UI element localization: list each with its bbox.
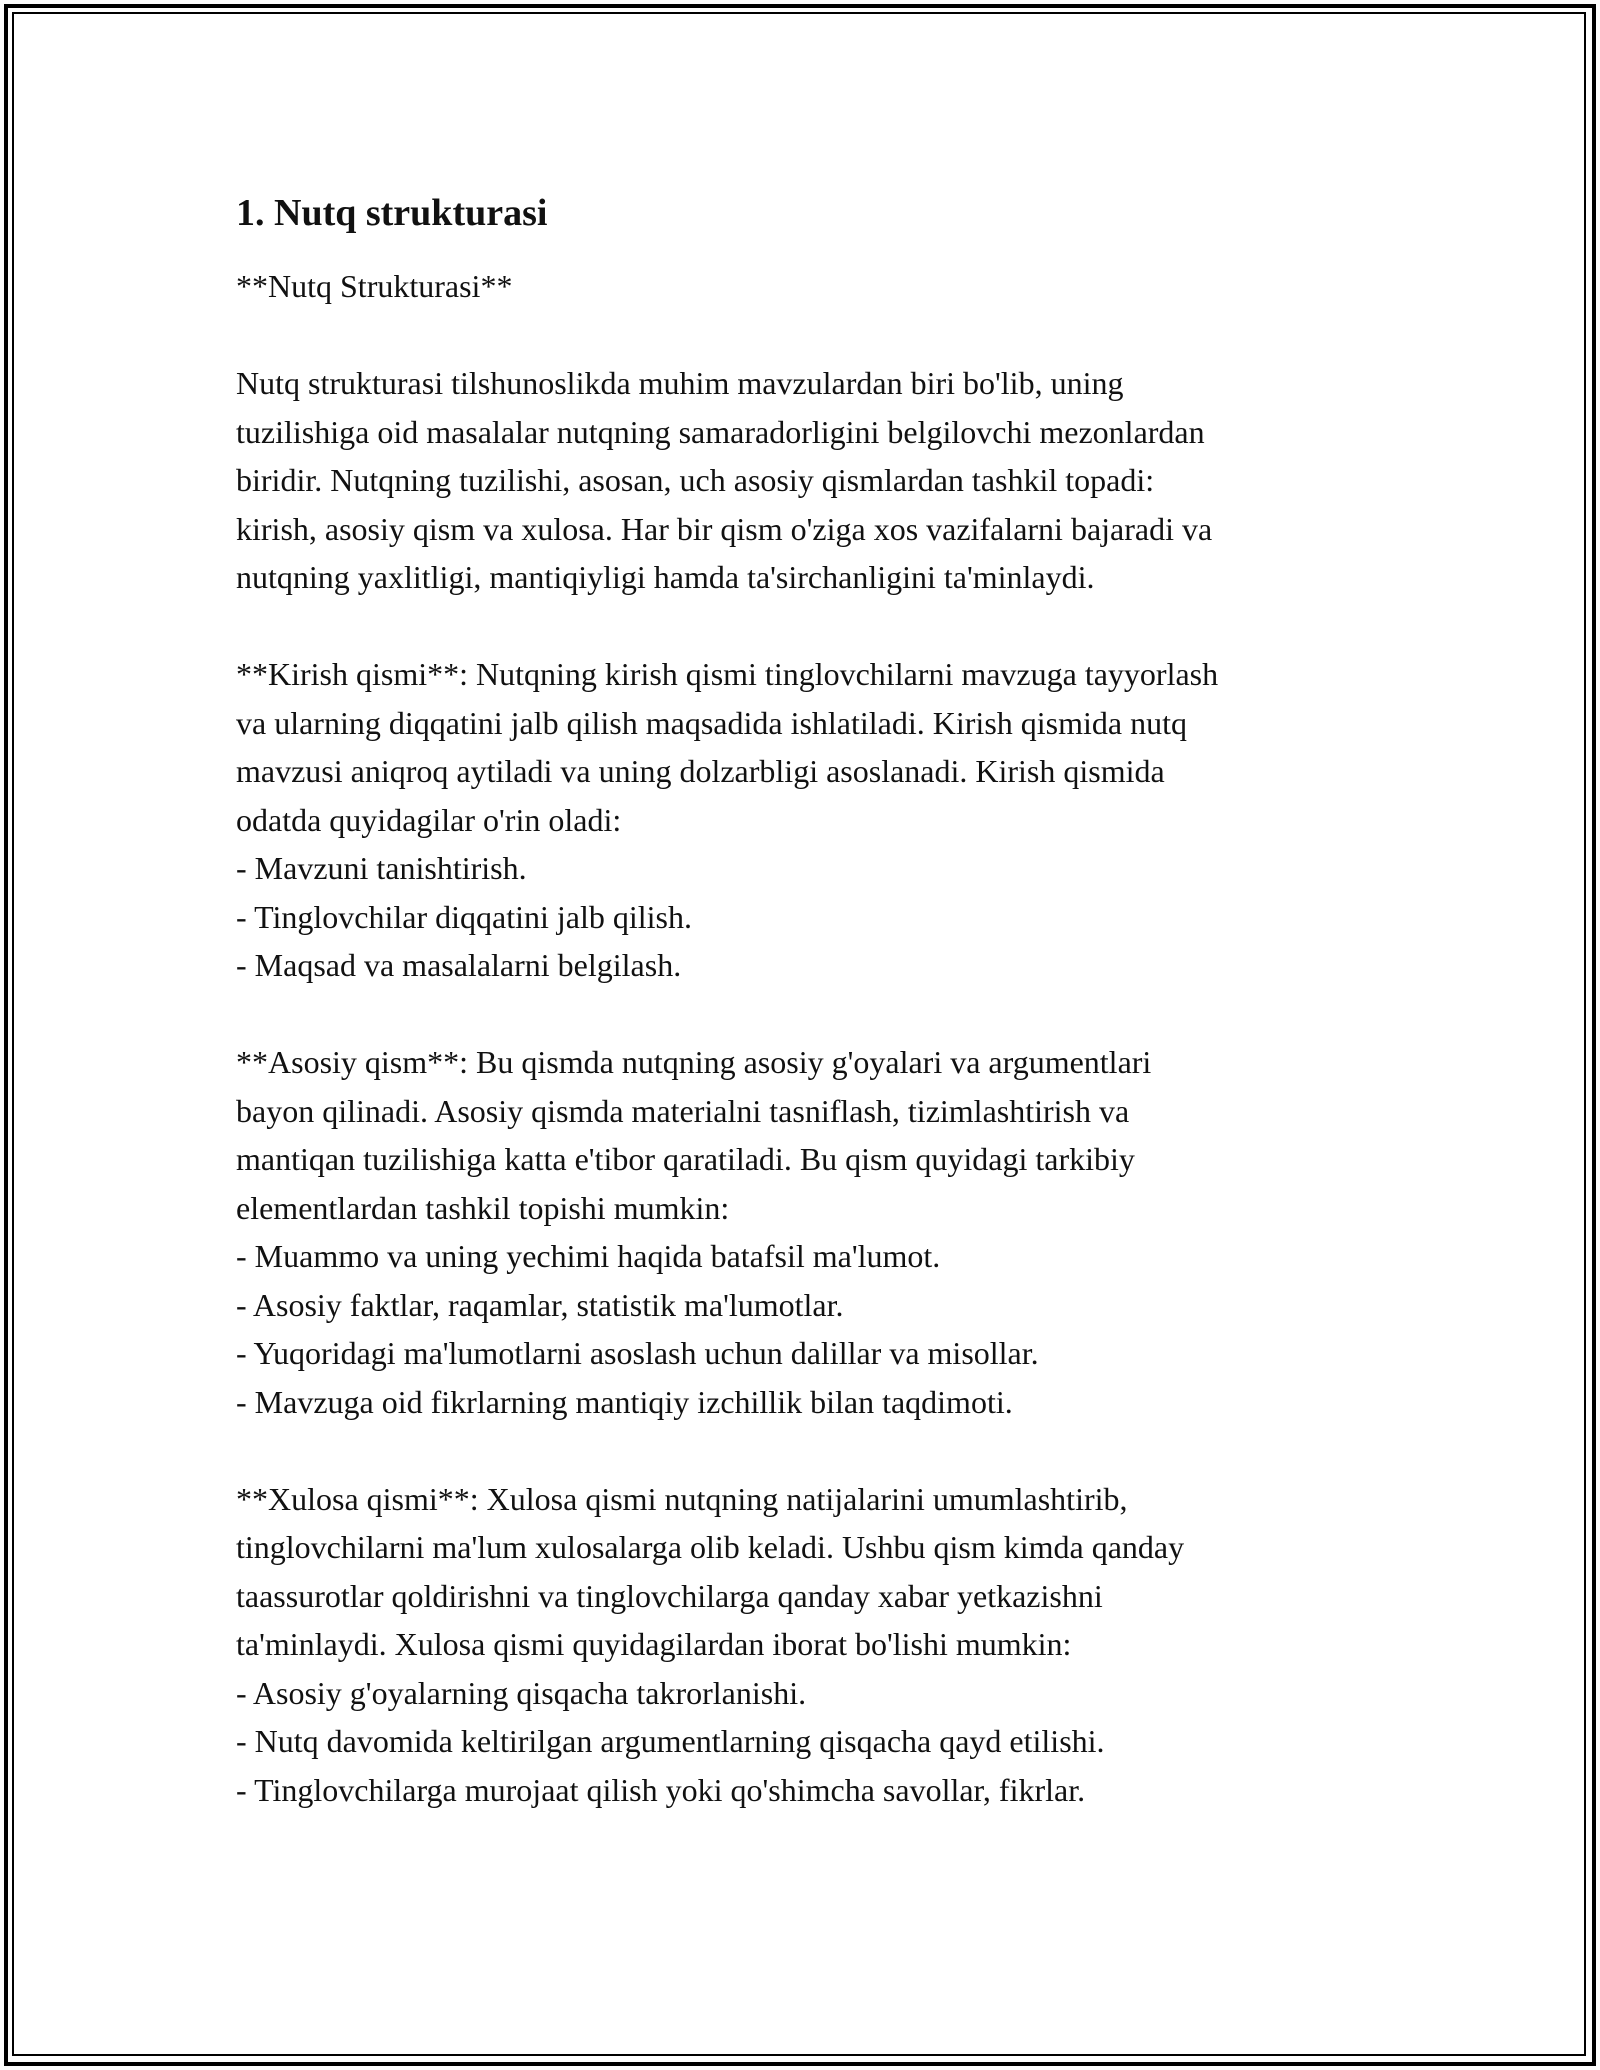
subtitle-paragraph — [236, 262, 1396, 311]
asosiy-list-item: - Asosiy faktlar, raqamlar, statistik ma'lumotlar. — [236, 1286, 844, 1323]
xulosa-list-item: - Tinglovchilarga murojaat qilish yoki qo'shimcha savollar, fikrlar. — [236, 1771, 1086, 1808]
intro-line: biridir. Nutqning tuzilishi, asosan, uch asosiy qismlardan tashkil topadi: — [236, 462, 1155, 498]
asosiy-list-item: - Mavzuga oid fikrlarning mantiqiy izchillik bilan taqdimoti. — [236, 1383, 1013, 1420]
asosiy-paragraph — [236, 1038, 1396, 1426]
xulosa-list-item: - Asosiy g'oyalarning qisqacha takrorlanishi. — [236, 1674, 807, 1711]
kirish-line: **Kirish qismi**: Nutqning kirish qismi tinglovchilarni mavzuga tayyorlash — [236, 656, 1219, 692]
xulosa-paragraph — [236, 1475, 1396, 1815]
xulosa-line: ta'minlaydi. Xulosa qismi quyidagilardan iborat bo'lishi mumkin: — [236, 1626, 1072, 1662]
paragraph-gap — [236, 311, 1396, 360]
kirish-list-item: - Tinglovchilar diqqatini jalb qilish. — [236, 898, 692, 935]
xulosa-line: tinglovchilarni ma'lum xulosalarga olib keladi. Ushbu qism kimda qanday — [236, 1529, 1185, 1565]
asosiy-line: bayon qilinadi. Asosiy qismda materialni tasniflash, tizimlashtirish va — [236, 1092, 1130, 1129]
xulosa-line: taassurotlar qoldirishni va tinglovchilarga qanday xabar yetkazishni — [236, 1577, 1103, 1614]
kirish-line: mavzusi aniqroq aytiladi va uning dolzarbligi asoslanadi. Kirish qismida — [236, 753, 1165, 789]
subtitle-line: **Nutq Strukturasi** — [236, 268, 513, 304]
intro-line: nutqning yaxlitligi, mantiqiyligi hamda ta'sirchanligini ta'minlaydi. — [236, 559, 1095, 595]
asosiy-list-item: - Yuqoridagi ma'lumotlarni asoslash uchun dalillar va misollar. — [236, 1335, 1039, 1371]
document-title: 1. Nutq strukturasi — [236, 192, 548, 234]
kirish-line: odatda quyidagilar o'rin oladi: — [236, 801, 622, 838]
xulosa-list-item: - Nutq davomida keltirilgan argumentlarning qisqacha qayd etilishi. — [236, 1723, 1105, 1759]
paragraph-gap — [236, 1426, 1396, 1475]
intro-line: tuzilishiga oid masalalar nutqning samaradorligini belgilovchi mezonlardan — [236, 413, 1205, 450]
asosiy-line: **Asosiy qism**: Bu qismda nutqning asosiy g'oyalari va argumentlari — [236, 1044, 1152, 1080]
document-body — [236, 188, 1396, 1814]
kirish-line: va ularning diqqatini jalb qilish maqsadida ishlatiladi. Kirish qismida nutq — [236, 704, 1187, 741]
xulosa-line: **Xulosa qismi**: Xulosa qismi nutqning natijalarini umumlashtirib, — [236, 1480, 1128, 1517]
paragraph-gap — [236, 602, 1396, 651]
kirish-paragraph — [236, 650, 1396, 990]
intro-line: kirish, asosiy qism va xulosa. Har bir qism o'ziga xos vazifalarni bajaradi va — [236, 510, 1213, 547]
kirish-list-item: - Mavzuni tanishtirish. — [236, 850, 527, 886]
asosiy-list-item: - Muammo va uning yechimi haqida batafsil ma'lumot. — [236, 1238, 941, 1274]
paragraph-gap — [236, 990, 1396, 1039]
intro-line: Nutq strukturasi tilshunoslikda muhim mavzulardan biri bo'lib, uning — [236, 365, 1124, 401]
asosiy-line: mantiqan tuzilishiga katta e'tibor qaratiladi. Bu qism quyidagi tarkibiy — [236, 1141, 1135, 1177]
intro-paragraph — [236, 359, 1396, 602]
asosiy-line: elementlardan tashkil topishi mumkin: — [236, 1189, 730, 1226]
kirish-list-item: - Maqsad va masalalarni belgilash. — [236, 947, 682, 983]
